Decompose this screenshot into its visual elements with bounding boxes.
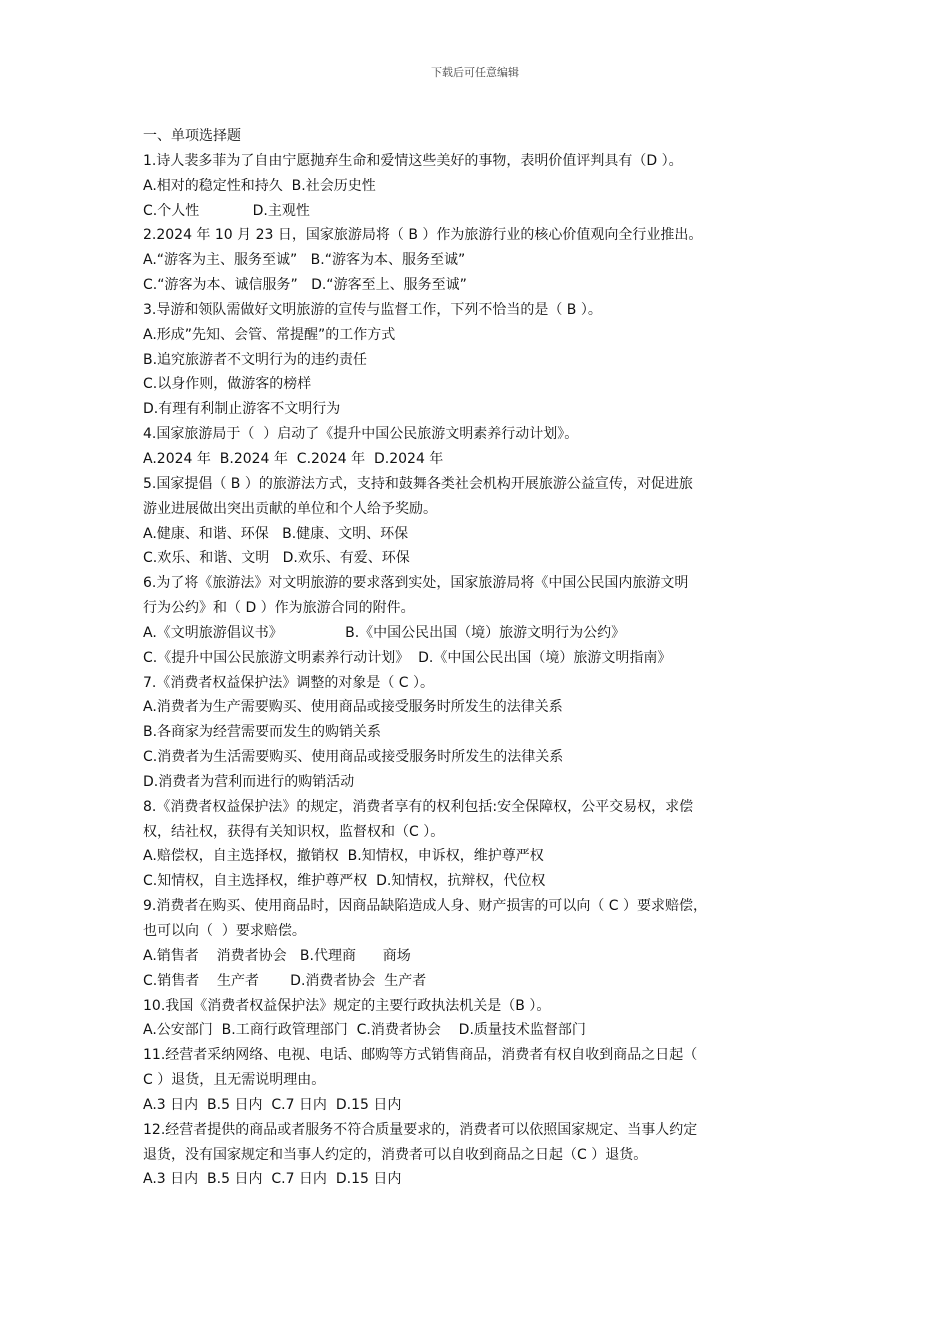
text-line: D.有理有利制止游客不文明行为 [143,401,341,418]
document-body [143,124,823,1192]
text-line: A.3 日内 B.5 日内 C.7 日内 D.15 日内 [143,1171,402,1188]
text-line: 4.国家旅游局于（ ）启动了《提升中国公民旅游文明素养行动计划》。 [143,426,579,443]
text-line: C.《提升中国公民旅游文明素养行动计划》 D.《中国公民出国（境）旅游文明指南》 [143,649,672,666]
text-line: C.个人性 D.主观性 [143,202,310,219]
text-line: A.2024 年 B.2024 年 C.2024 年 D.2024 年 [143,450,444,467]
text-line: 11.经营者采纳网络、电视、电话、邮购等方式销售商品，消费者有权自收到商品之日起（ [143,1047,698,1064]
text-line: 3.导游和领队需做好文明旅游的宣传与监督工作，下列不恰当的是（ B ）。 [143,301,602,318]
text-line: C.“游客为本、诚信服务” D.“游客至上、服务至诚” [143,277,467,294]
text-line: A.《文明旅游倡议书》 B.《中国公民出国（境）旅游文明行为公约》 [143,624,626,641]
text-line: C.以身作则，做游客的榜样 [143,376,312,393]
text-line: 8.《消费者权益保护法》的规定，消费者享有的权利包括:安全保障权，公平交易权，求偿 [143,798,694,815]
text-line: 退货，没有国家规定和当事人约定的，消费者可以自收到商品之日起（C ）退货。 [143,1146,648,1163]
page-header: 下载后可任意编辑 [431,66,519,79]
text-line: 9.消费者在购买、使用商品时，因商品缺陷造成人身、财产损害的可以向（ C ）要求赔偿， [143,898,708,915]
text-line: B.各商家为经营需要而发生的购销关系 [143,724,382,741]
text-line: C.欢乐、和谐、文明 D.欢乐、有爱、环保 [143,550,410,567]
text-line: 5.国家提倡（ B ）的旅游法方式，支持和鼓舞各类社会机构开展旅游公益宣传，对促进旅 [143,475,693,492]
text-line: C.知情权，自主选择权，维护尊严权 D.知情权，抗辩权，代位权 [143,873,546,890]
text-line: 行为公约》和（ D ）作为旅游合同的附件。 [143,600,415,617]
text-line: 权，结社权，获得有关知识权，监督权和（C ）。 [143,823,445,840]
text-line: 2.2024 年 10 月 23 日，国家旅游局将（ B ）作为旅游行业的核心价值观向全行业推出。 [143,227,703,244]
text-line: A.消费者为生产需要购买、使用商品或接受服务时所发生的法律关系 [143,699,563,716]
text-line: B.追究旅游者不文明行为的违约责任 [143,351,368,368]
text-line: A.形成”先知、会管、常提醒”的工作方式 [143,326,396,343]
text-line: D.消费者为营利而进行的购销活动 [143,773,355,790]
text-line: 6.为了将《旅游法》对文明旅游的要求落到实处，国家旅游局将《中国公民国内旅游文明 [143,575,689,592]
section-title: 一、单项选择题 [143,128,241,144]
text-line: 12.经营者提供的商品或者服务不符合质量要求的，消费者可以依照国家规定、当事人约定 [143,1121,698,1138]
text-line: A.销售者 消费者协会 B.代理商 商场 [143,947,411,964]
text-line: 7.《消费者权益保护法》调整的对象是（ C ）。 [143,674,435,691]
text-line: A.3 日内 B.5 日内 C.7 日内 D.15 日内 [143,1096,402,1113]
text-line: A.相对的稳定性和持久 B.社会历史性 [143,177,376,194]
text-line: A.公安部门 B.工商行政管理部门 C.消费者协会 D.质量技术监督部门 [143,1022,586,1039]
text-line: 10.我国《消费者权益保护法》规定的主要行政执法机关是（B ）。 [143,997,551,1014]
text-line: 1.诗人裴多菲为了自由宁愿抛弃生命和爱情这些美好的事物，表明价值评判具有（D ）。 [143,152,683,169]
text-line: A.健康、和谐、环保 B.健康、文明、环保 [143,525,409,542]
text-line: C.消费者为生活需要购买、使用商品或接受服务时所发生的法律关系 [143,749,564,766]
text-line: A.赔偿权，自主选择权，撤销权 B.知情权，申诉权，维护尊严权 [143,848,544,865]
text-line: A.“游客为主、服务至诚” B.“游客为本、服务至诚” [143,252,466,269]
text-line: 也可以向（ ）要求赔偿。 [143,923,306,939]
text-line: C ）退货，且无需说明理由。 [143,1072,326,1089]
text-line: 游业进展做出突出贡献的单位和个人给予奖励。 [143,500,437,517]
question-list [143,149,823,1192]
text-line: C.销售者 生产者 D.消费者协会 生产者 [143,972,427,989]
